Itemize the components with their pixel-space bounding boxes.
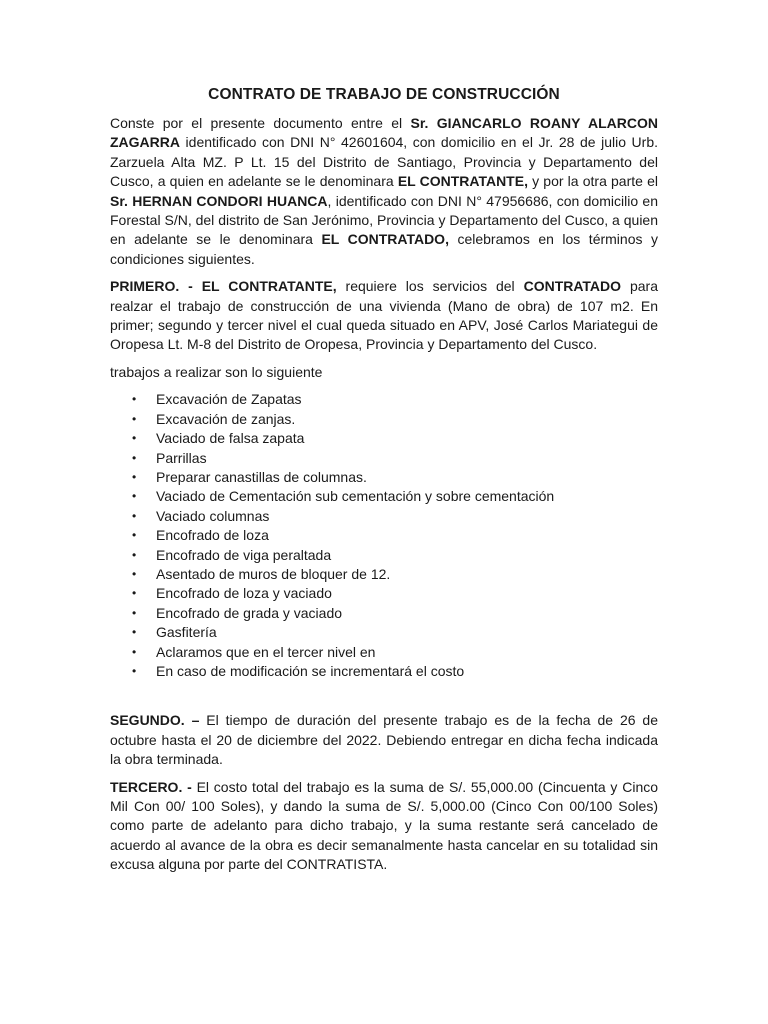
list-item-text: Encofrado de grada y vaciado — [156, 604, 343, 621]
list-item-text: Vaciado de falsa zapata — [156, 430, 305, 447]
bullet-icon: • — [132, 469, 137, 484]
list-item — [110, 487, 658, 506]
list-item-text: Preparar canastillas de columnas. — [156, 468, 367, 485]
list-item — [110, 526, 658, 545]
list-item — [110, 449, 658, 468]
work-items-list — [110, 390, 658, 681]
tercero-clause — [110, 778, 658, 875]
list-item-text: Excavación de zanjas. — [156, 410, 296, 427]
intro-text-1: Conste por el presente documento entre el — [110, 115, 411, 131]
document-title: CONTRATO DE TRABAJO DE CONSTRUCCIÓN — [208, 86, 560, 103]
segundo-text: El tiempo de duración del presente trabajo es de la fecha de 26 de octubre hasta el 20 de diciembre del 2022. Debiendo entregar en dicha fecha indicada la obra terminada. — [110, 712, 658, 768]
tercero-heading: TERCERO. - — [110, 778, 192, 795]
bullet-icon: • — [132, 566, 137, 581]
list-item — [110, 565, 658, 584]
intro-text-2: identificado con DNI N° 42601604, con domicilio en el Jr. 28 de julio Urb. Zarzuela Alta MZ. P Lt. 15 del Distrito de Santiago, Provincia y Departamento del Cusco, a quien en adelante se le denominara — [110, 134, 658, 190]
contratante-label: EL CONTRATANTE, — [397, 173, 528, 190]
bullet-icon: • — [132, 508, 137, 523]
list-item-text: Gasfitería — [156, 624, 217, 641]
list-item-text: Asentado de muros de bloquer de 12. — [156, 565, 391, 582]
list-item — [110, 468, 658, 487]
list-item — [110, 662, 658, 681]
list-item — [110, 546, 658, 565]
intro-paragraph — [110, 114, 658, 269]
list-item — [110, 584, 658, 603]
list-item-text: Vaciado de Cementación sub cementación y sobre cementación — [156, 488, 555, 505]
bullet-icon: • — [132, 392, 137, 407]
intro-text-4: , identificado con DNI N° 47956686, con domicilio en Forestal S/N, del distrito de San Jerónimo, Provincia y Departamento del Cusco, a quien en adelante se le denominara — [110, 192, 658, 248]
contratado-label: EL CONTRATADO, — [321, 231, 449, 248]
intro-text-3: y por la otra parte el — [527, 173, 658, 190]
bullet-icon: • — [132, 489, 137, 504]
list-item-text: Vaciado columnas — [156, 507, 270, 524]
list-item — [110, 390, 658, 409]
intro-text-5: celebramos en los términos y condiciones siguientes. — [110, 231, 659, 267]
list-item — [110, 623, 658, 642]
bullet-icon: • — [132, 663, 137, 678]
bullet-icon: • — [132, 586, 137, 601]
primero-clause — [110, 277, 658, 355]
bullet-icon: • — [132, 431, 137, 446]
bullet-icon: • — [132, 605, 137, 620]
list-item-text: Excavación de Zapatas — [156, 391, 302, 408]
bullet-icon: • — [132, 528, 137, 543]
list-item — [110, 643, 658, 662]
list-item — [110, 604, 658, 623]
list-item — [110, 507, 658, 526]
contratante-name: Sr. GIANCARLO ROANY ALARCON ZAGARRA — [110, 115, 659, 151]
segundo-clause — [110, 711, 658, 769]
contratado-name: Sr. HERNAN CONDORI HUANCA — [110, 192, 328, 209]
document-page — [110, 86, 658, 883]
list-item-text: Encofrado de loza y vaciado — [156, 585, 332, 602]
bullet-icon: • — [132, 411, 137, 426]
list-item — [110, 410, 658, 429]
segundo-heading: SEGUNDO. – — [110, 712, 200, 729]
primero-text-1: requiere los servicios del — [336, 278, 524, 295]
primero-text-2: para realzar el trabajo de construcción de una vivienda (Mano de obra) de 107 m2. En primer; segundo y tercer nivel el cual queda situado en APV, José Carlos Mariategui de Oropesa Lt. M-8 del Distrito de Oropesa, Provincia y Departamento del Cusco. — [110, 278, 658, 353]
bullet-icon: • — [132, 644, 137, 659]
tercero-text: El costo total del trabajo es la suma de S/. 55,000.00 (Cincuenta y Cinco Mil Con 00/ 100 Soles), y dando la suma de S/. 5,000.00 (Cinco Con 00/100 Soles) como parte de adelanto para dicho trabajo, y la suma restante será cancelado de acuerdo al avance de la obra es decir semanalmente hasta cancelar en su totalidad sin excusa alguna por parte del CONTRATISTA. — [110, 778, 659, 873]
bullet-icon: • — [132, 450, 137, 465]
bullet-icon: • — [132, 547, 137, 562]
primero-heading: PRIMERO. - EL CONTRATANTE, — [110, 278, 337, 295]
bullet-icon: • — [132, 625, 137, 640]
list-intro: trabajos a realizar son lo siguiente — [110, 363, 323, 380]
list-item-text: En caso de modificación se incrementará el costo — [156, 662, 465, 679]
primero-contratado: CONTRATADO — [523, 278, 622, 295]
list-item — [110, 429, 658, 448]
list-item-text: Parrillas — [156, 449, 207, 466]
list-item-text: Encofrado de loza — [156, 527, 269, 544]
list-item-text: Encofrado de viga peraltada — [156, 546, 332, 563]
list-item-text: Aclaramos que en el tercer nivel en — [156, 643, 376, 660]
